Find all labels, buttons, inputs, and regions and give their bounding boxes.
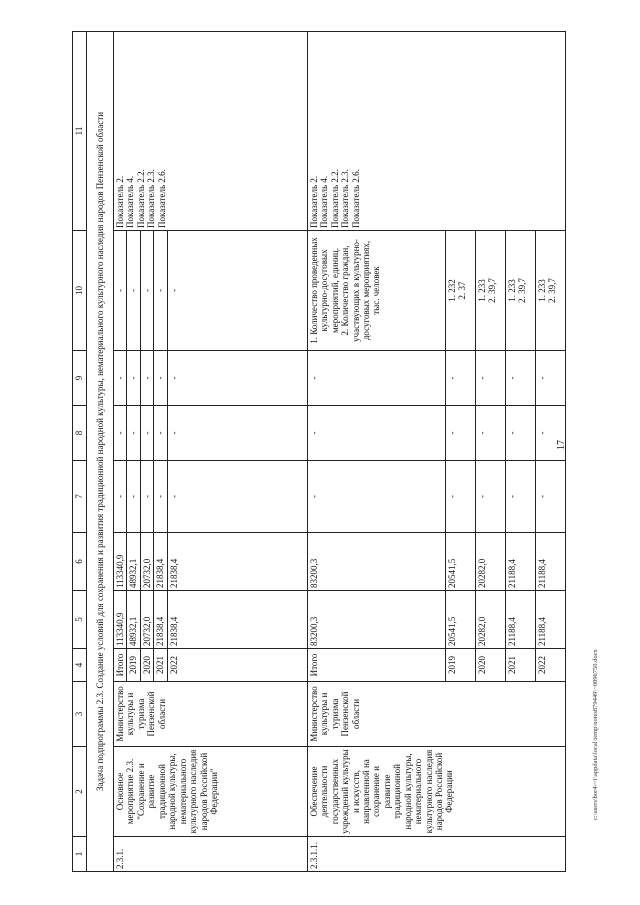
value-cell: - — [154, 231, 167, 351]
amount-cell: 21188,4 — [505, 591, 535, 649]
table-row — [307, 32, 445, 872]
value-cell: - — [154, 461, 167, 533]
year-cell: 2020 — [140, 649, 153, 682]
header-col-10: 10 — [73, 231, 87, 351]
value-cell: - — [167, 406, 307, 461]
row-number: 2.3.1.1. — [307, 837, 565, 872]
value-cell: - — [445, 406, 475, 461]
year-cell: 2021 — [505, 649, 535, 682]
indicators-cell: Показатель 2. Показатель 4. Показатель 2.2. Показатель 2.3. Показатель 2.6. — [307, 32, 565, 231]
footer-file-path: c:\users\bor4\~1\appdata\local\temp\notes879449\~0896750.docx — [592, 649, 599, 820]
value-cell: - — [475, 406, 505, 461]
value-cell: - — [140, 461, 153, 533]
header-col-6: 6 — [73, 533, 87, 591]
value-cell: - — [535, 406, 565, 461]
value-cell: - — [154, 351, 167, 406]
year-cell: 2020 — [475, 649, 505, 682]
year-cell: 2021 — [154, 649, 167, 682]
value-cell: - — [154, 406, 167, 461]
amount-cell: 21838,4 — [154, 533, 167, 591]
value-cell: - — [167, 461, 307, 533]
amount-cell: 20541,5 — [445, 591, 475, 649]
page-number: 17 — [556, 440, 567, 450]
year-cell: Итого — [307, 649, 445, 682]
value-cell: - — [535, 461, 565, 533]
executor: Министерство культуры и туризма Пензенской области — [114, 682, 308, 747]
value-cell: - — [475, 351, 505, 406]
header-col-11: 11 — [73, 32, 87, 231]
amount-cell: 21188,4 — [535, 533, 565, 591]
value-cell: - — [140, 231, 153, 351]
amount-cell: 20282,0 — [475, 591, 505, 649]
year-cell: 2022 — [167, 649, 307, 682]
year-cell: 2022 — [535, 649, 565, 682]
amount-cell: 20732,0 — [140, 591, 153, 649]
activity-name: Обеспечение деятельности государственных учреждений культуры и искусств, направленной на сохранение и развитие традиционной народной культуры, нематериального культурного наследия народов Российской Федерации — [307, 747, 565, 837]
amount-cell: 20541,5 — [445, 533, 475, 591]
header-col-3: 3 — [73, 682, 87, 747]
value-cell: - — [307, 461, 445, 533]
value-cell: - — [307, 406, 445, 461]
value-cell: - — [505, 351, 535, 406]
task-title-row — [87, 32, 114, 872]
year-cell: Итого — [114, 649, 127, 682]
value-cell: - — [445, 351, 475, 406]
year-cell: 2019 — [445, 649, 475, 682]
header-col-8: 8 — [73, 406, 87, 461]
amount-cell: 21838,4 — [154, 591, 167, 649]
task-title: Задача подпрограммы 2.3. Создание условий для сохранения и развития традиционной народной культуры, нематериального культурного наследия народов Пензенской области — [87, 32, 114, 872]
indicator-values: 1. 233 2. 39,7 — [505, 231, 535, 351]
indicators-cell: Показатель 2. Показатель 4. Показатель 2.2. Показатель 2.3. Показатель 2.6. — [114, 32, 308, 231]
amount-cell: 48932,1 — [127, 533, 140, 591]
amount-cell: 21188,4 — [505, 533, 535, 591]
value-cell: - — [127, 461, 140, 533]
header-col-1: 1 — [73, 837, 87, 872]
value-cell: - — [167, 231, 307, 351]
value-cell: - — [114, 461, 127, 533]
header-col-4: 4 — [73, 649, 87, 682]
year-cell: 2019 — [127, 649, 140, 682]
value-cell: - — [475, 461, 505, 533]
amount-cell: 83200,3 — [307, 591, 445, 649]
value-cell: - — [307, 351, 445, 406]
amount-cell: 113340,9 — [114, 533, 127, 591]
header-col-5: 5 — [73, 591, 87, 649]
value-cell: - — [505, 461, 535, 533]
amount-cell: 21188,4 — [535, 591, 565, 649]
amount-cell: 20282,0 — [475, 533, 505, 591]
amount-cell: 48932,1 — [127, 591, 140, 649]
value-cell: - — [140, 406, 153, 461]
table-row — [114, 32, 127, 872]
amount-cell: 83200,3 — [307, 533, 445, 591]
value-cell: - — [167, 351, 307, 406]
header-row — [73, 32, 87, 872]
value-cell: - — [127, 351, 140, 406]
program-table — [72, 31, 566, 872]
value-cell: - — [505, 406, 535, 461]
value-cell: - — [127, 406, 140, 461]
header-col-7: 7 — [73, 461, 87, 533]
executor: Министерство культуры и туризма Пензенской области — [307, 682, 565, 747]
value-cell: - — [140, 351, 153, 406]
rotated-table-container — [72, 32, 572, 872]
value-cell: - — [114, 231, 127, 351]
value-cell: - — [127, 231, 140, 351]
indicator-description: 1. Количество проведенных культурно-досуговых мероприятий, единиц. 2. Количество граждан, участвующих в культурно-досуговых мероприятиях, тыс. человек — [307, 231, 445, 351]
value-cell: - — [445, 461, 475, 533]
amount-cell: 21838,4 — [167, 533, 307, 591]
header-col-9: 9 — [73, 351, 87, 406]
indicator-values: 1. 233 2. 39,7 — [475, 231, 505, 351]
indicator-values: 1. 233 2. 39,7 — [535, 231, 565, 351]
activity-name: Основное мероприятие 2.3. "Сохранение и развитие традиционной народной культуры, нематериального культурного наследия народов Российской Федерации" — [114, 747, 308, 837]
indicator-values: 1. 232 2. 37 — [445, 231, 475, 351]
value-cell: - — [114, 351, 127, 406]
amount-cell: 20732,0 — [140, 533, 153, 591]
value-cell: - — [535, 351, 565, 406]
amount-cell: 21838,4 — [167, 591, 307, 649]
row-number: 2.3.1. — [114, 837, 308, 872]
amount-cell: 113340,9 — [114, 591, 127, 649]
header-col-2: 2 — [73, 747, 87, 837]
value-cell: - — [114, 406, 127, 461]
